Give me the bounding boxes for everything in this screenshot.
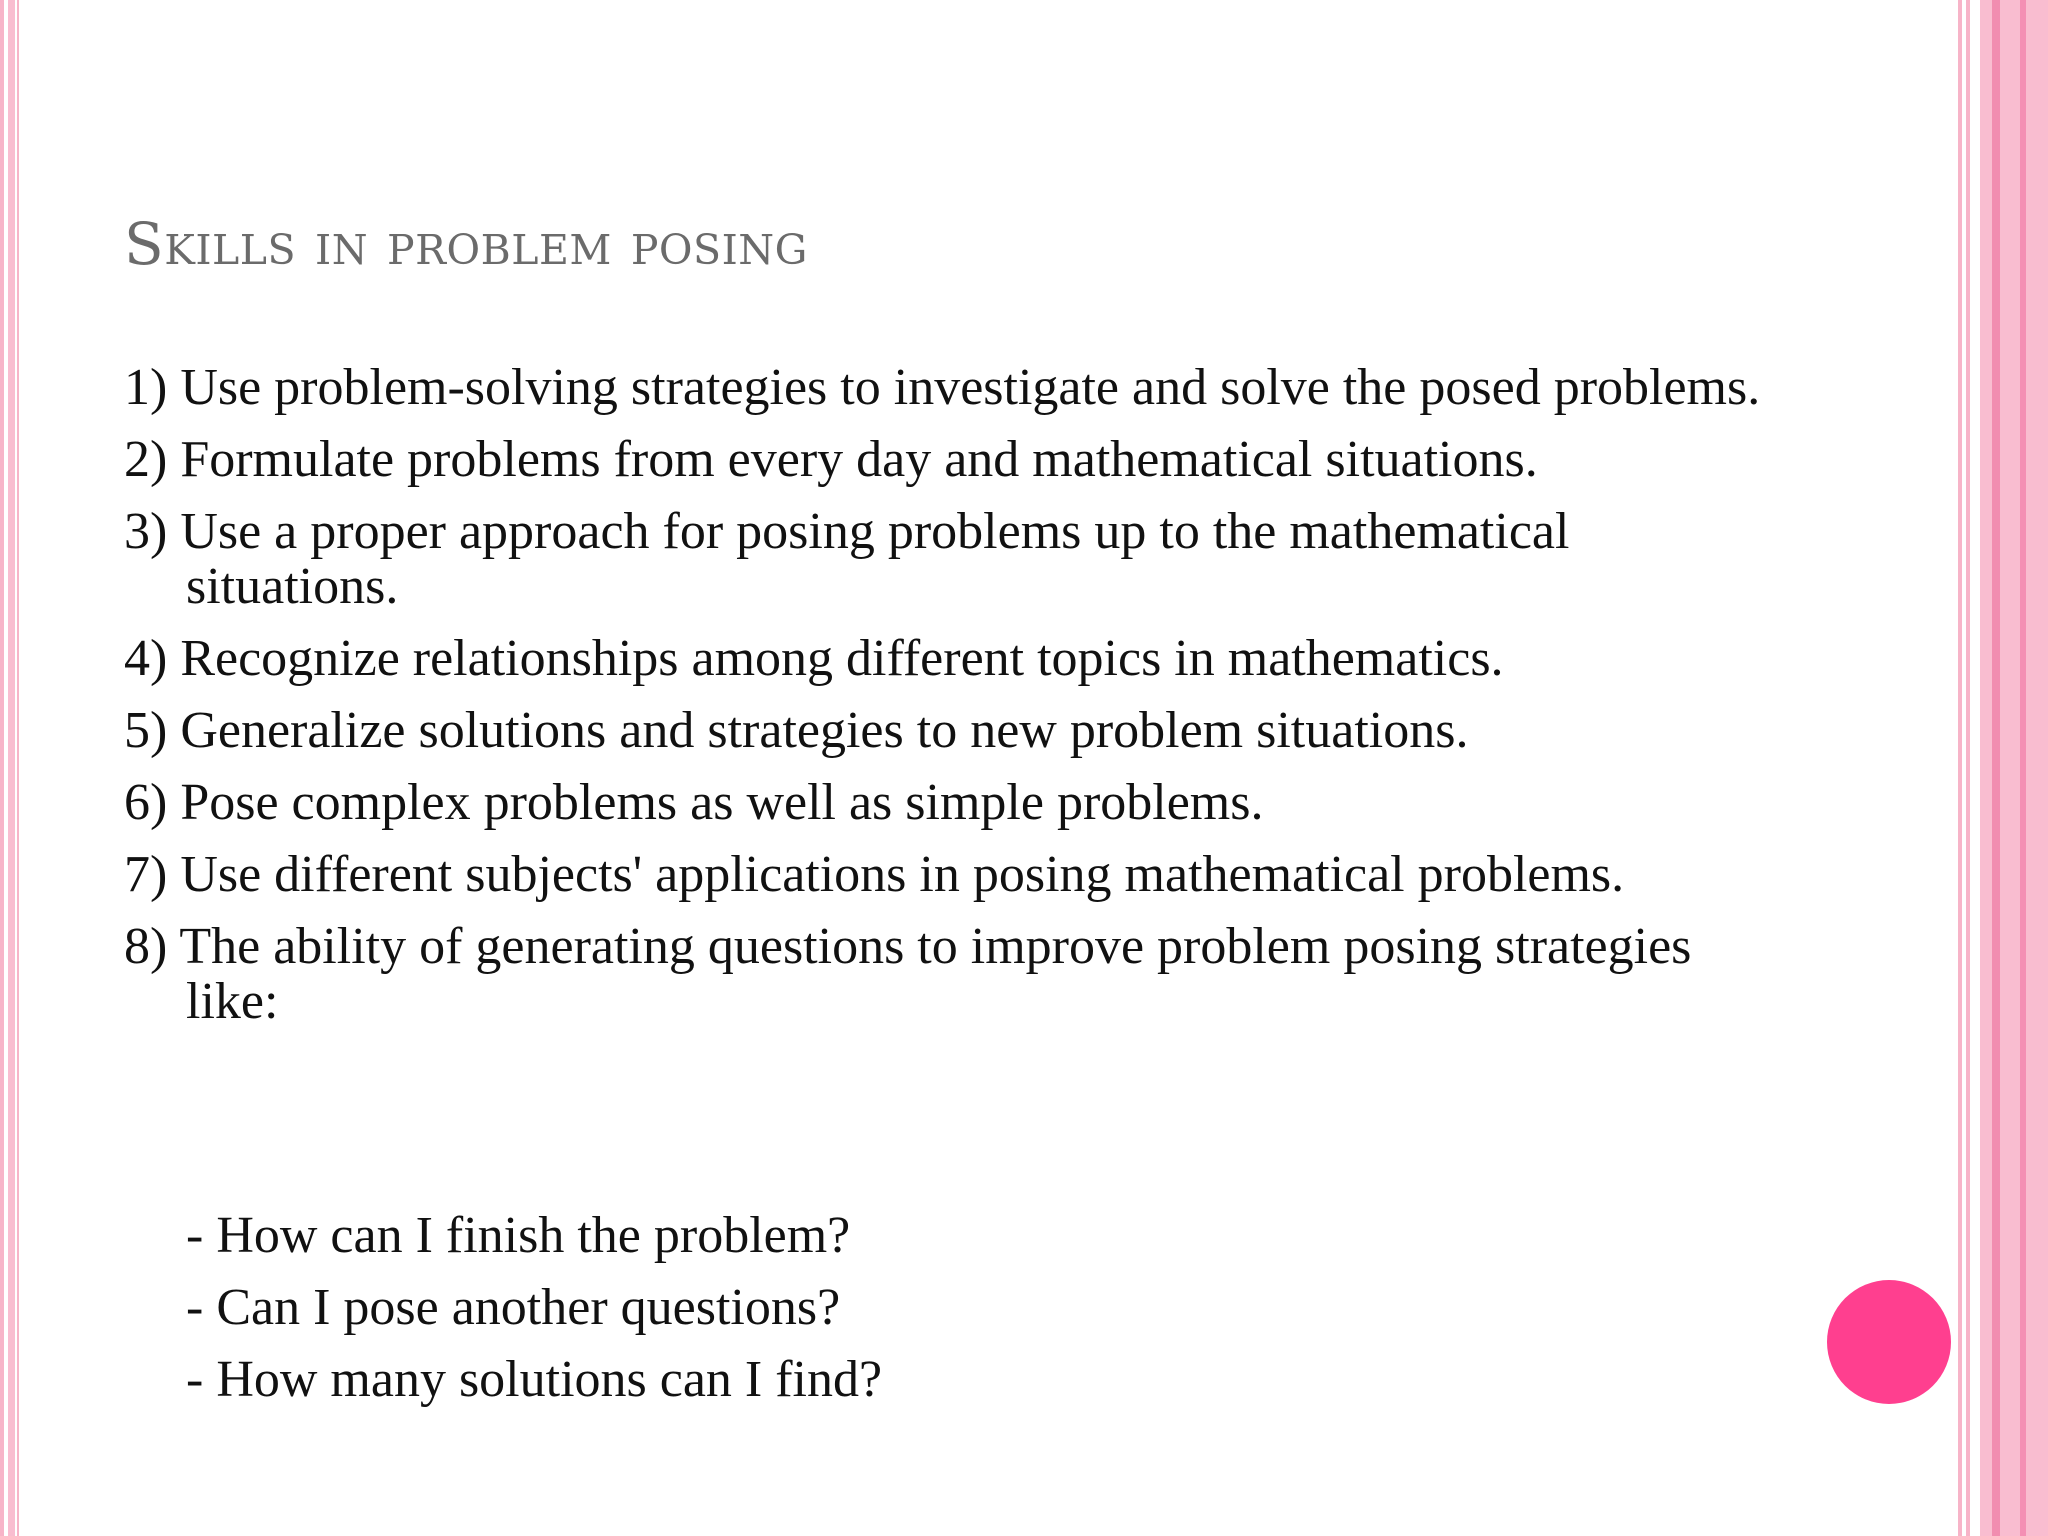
right-border-stripe — [1966, 0, 1970, 1536]
right-border-stripe — [2026, 0, 2048, 1536]
sub-list-item: - Can I pose another questions? — [186, 1279, 841, 1336]
list-item: 1) Use problem-solving strategies to investigate and solve the posed problems. — [124, 359, 1761, 416]
right-border-stripe — [1980, 0, 1992, 1536]
sub-list-item: - How can I finish the problem? — [186, 1207, 851, 1264]
sub-list-item: - How many solutions can I find? — [186, 1351, 883, 1408]
list-item: 3) Use a proper approach for posing problems up to the mathematical situations. — [124, 503, 1570, 615]
skills-list — [124, 360, 1764, 1046]
list-item: 7) Use different subjects' applications in posing mathematical problems. — [124, 846, 1625, 903]
right-border-stripe — [1992, 0, 2000, 1536]
decorative-circle — [1827, 1280, 1951, 1404]
right-border-stripe — [2000, 0, 2020, 1536]
slide-title: Skills in problem posing — [124, 210, 808, 278]
list-item: 8) The ability of generating questions to improve problem posing strategies like: — [124, 918, 1692, 1030]
left-border-stripe — [8, 0, 15, 1536]
list-item: 5) Generalize solutions and strategies to new problem situations. — [124, 702, 1469, 759]
left-border-stripe — [0, 0, 4, 1536]
left-border-stripe — [17, 0, 19, 1536]
list-item: 4) Recognize relationships among different topics in mathematics. — [124, 630, 1504, 687]
right-border-stripe — [1958, 0, 1962, 1536]
list-item: 6) Pose complex problems as well as simple problems. — [124, 774, 1264, 831]
question-sublist — [186, 1208, 882, 1424]
list-item: 2) Formulate problems from every day and mathematical situations. — [124, 431, 1538, 488]
